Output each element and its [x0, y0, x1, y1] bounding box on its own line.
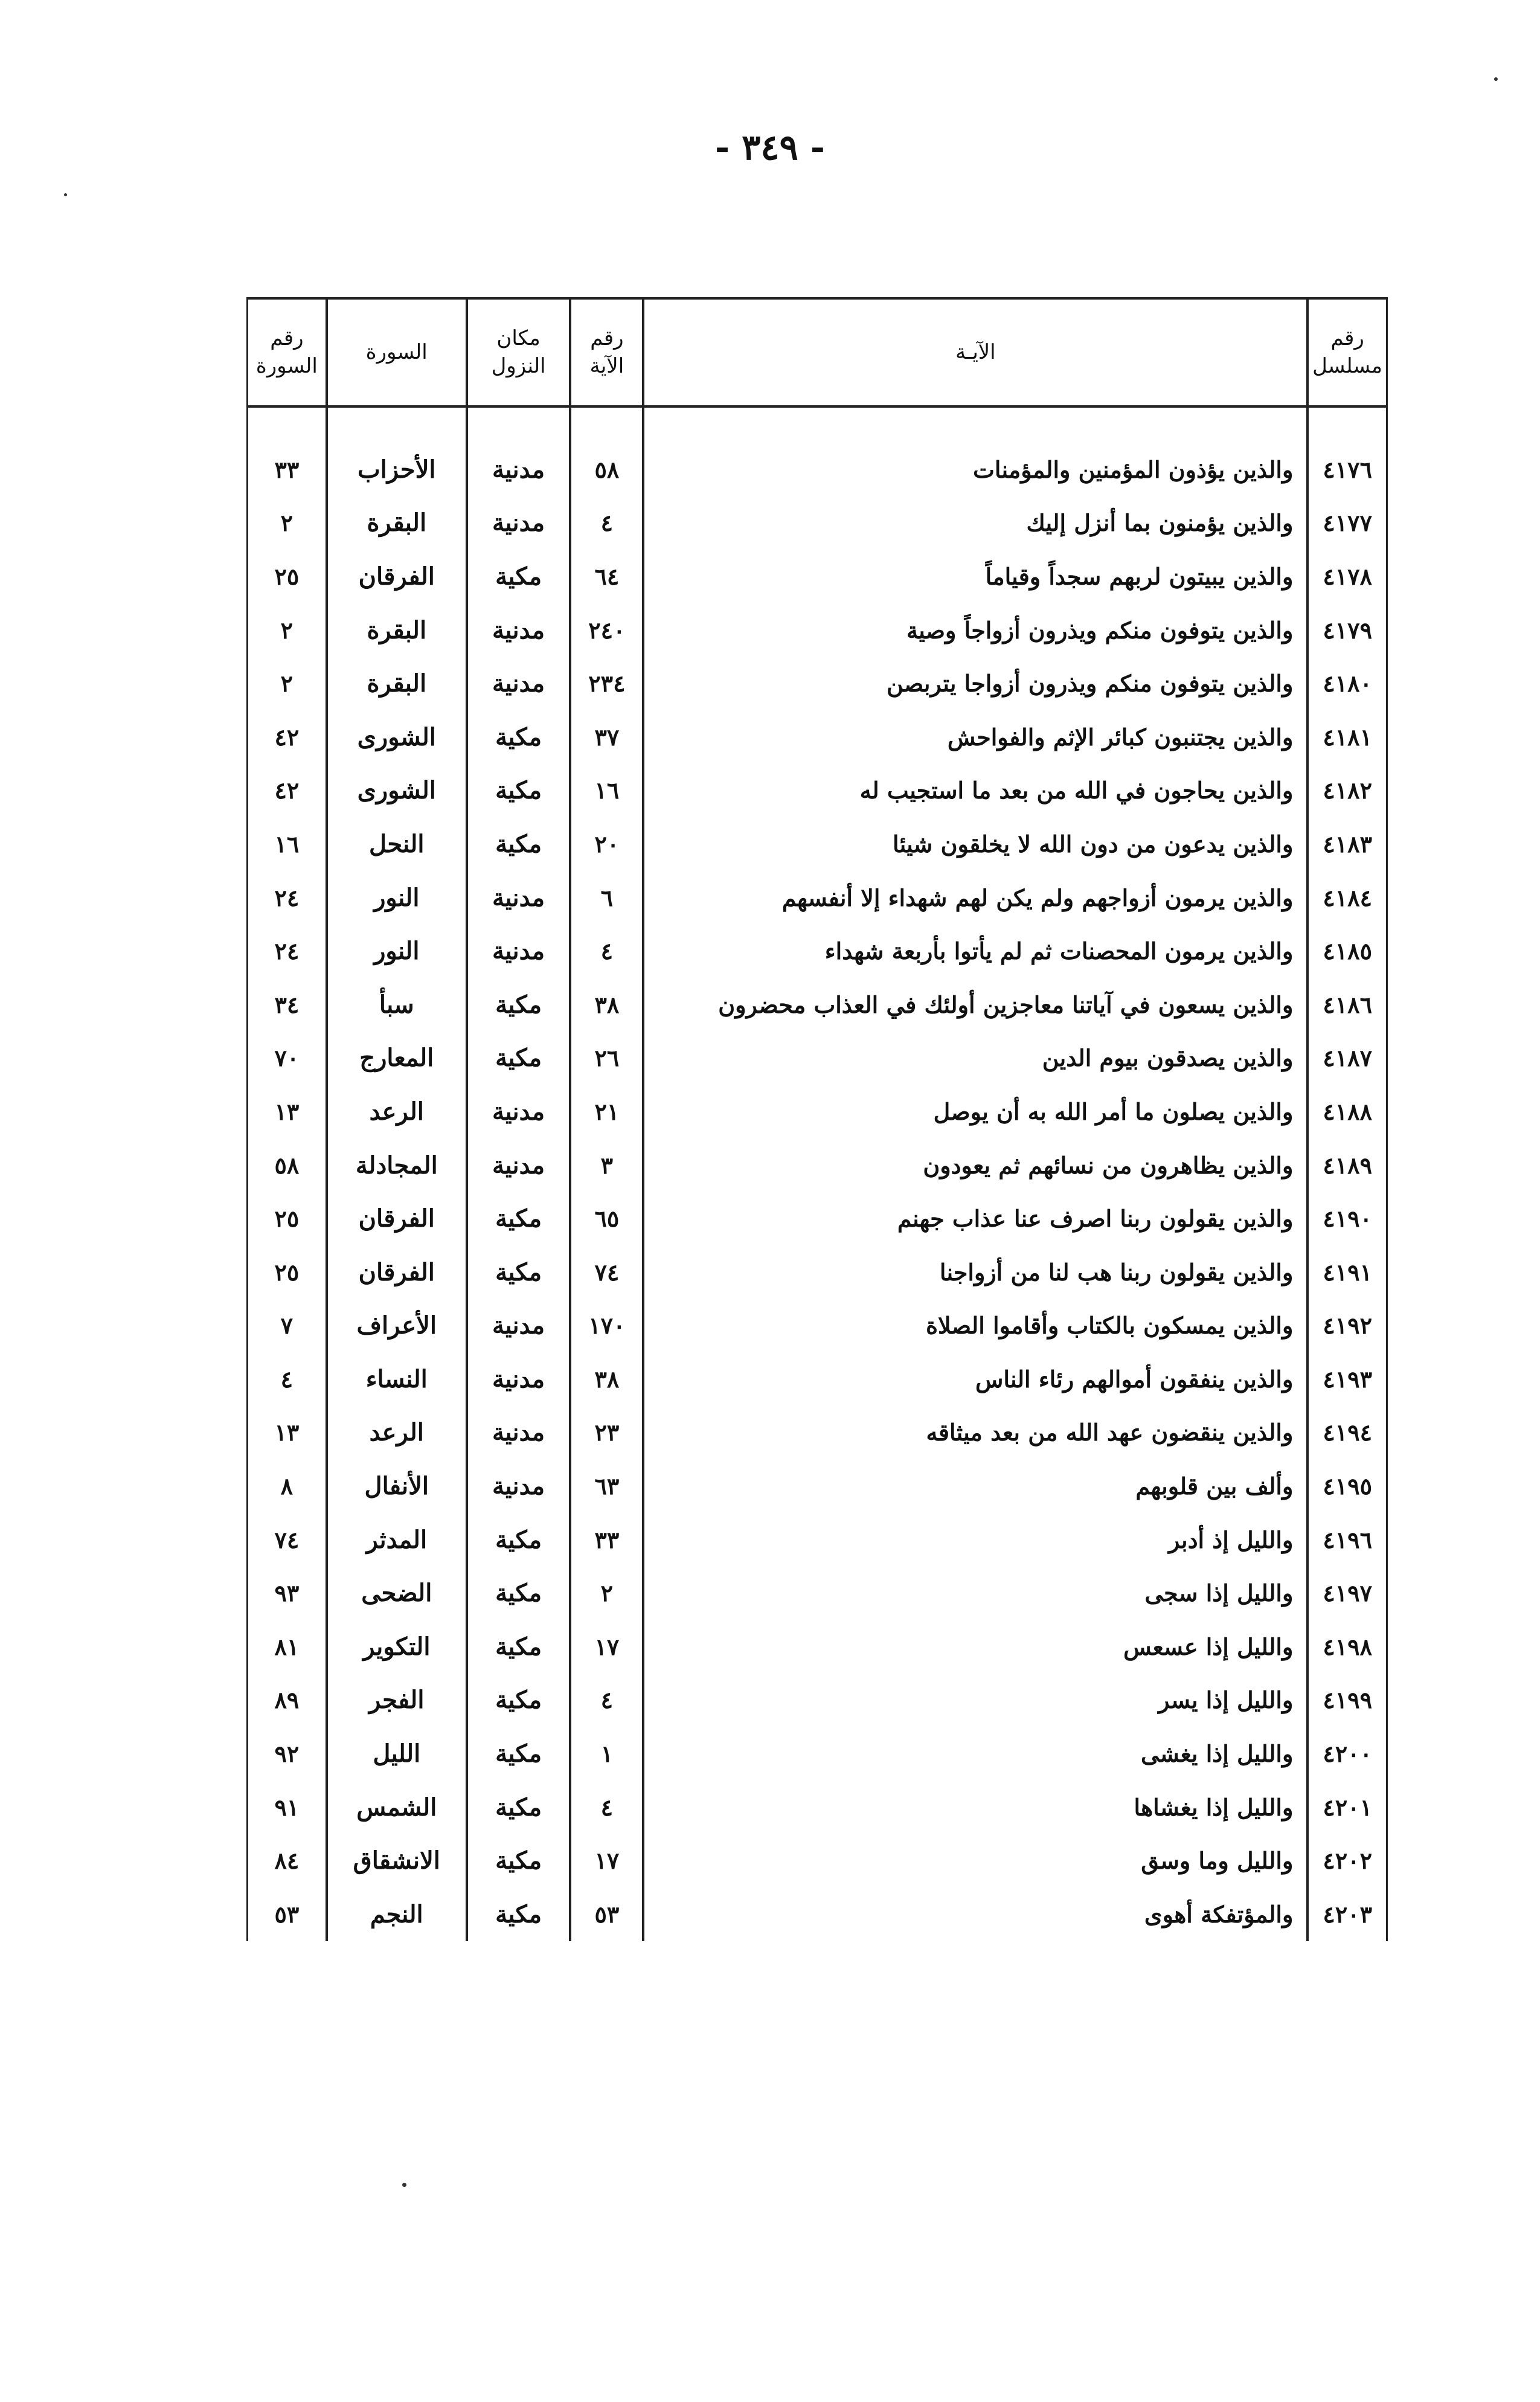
header-serial: رقم مسلسل — [1307, 298, 1387, 406]
row-serial: ٤١٨٤ — [1307, 871, 1387, 925]
row-surah-number: ٣٣ — [248, 406, 327, 496]
row-place: مكية — [467, 1566, 571, 1620]
row-ayah-number: ٧٤ — [570, 1245, 643, 1299]
row-surah-number: ٨ — [248, 1459, 327, 1513]
row-surah: الليل — [327, 1727, 467, 1781]
row-serial: ٤١٩٢ — [1307, 1299, 1387, 1353]
row-ayah-number: ١٧٠ — [570, 1299, 643, 1353]
row-surah: الرعد — [327, 1406, 467, 1460]
row-place: مكية — [467, 1674, 571, 1727]
row-ayah: والذين يصلون ما أمر الله به أن يوصل — [643, 1085, 1307, 1138]
row-ayah: والذين يحاجون في الله من بعد ما استجيب له — [643, 764, 1307, 818]
row-serial: ٤١٨٦ — [1307, 978, 1387, 1032]
row-serial: ٤١٨٧ — [1307, 1032, 1387, 1085]
row-place: مدنية — [467, 496, 571, 550]
row-ayah-number: ٤ — [570, 1674, 643, 1727]
table-row — [248, 603, 1387, 657]
row-ayah: والذين يظاهرون من نسائهم ثم يعودون — [643, 1138, 1307, 1192]
row-serial: ٤٢٠٠ — [1307, 1727, 1387, 1781]
row-ayah-number: ٣٣ — [570, 1513, 643, 1567]
row-surah: الشورى — [327, 764, 467, 818]
row-ayah-number: ٥٨ — [570, 406, 643, 496]
row-surah: البقرة — [327, 603, 467, 657]
row-surah-number: ٧ — [248, 1299, 327, 1353]
row-surah-number: ٢٥ — [248, 1245, 327, 1299]
row-serial: ٤١٩٦ — [1307, 1513, 1387, 1567]
row-ayah-number: ١ — [570, 1727, 643, 1781]
row-ayah: والذين يجتنبون كبائر الإثم والفواحش — [643, 710, 1307, 764]
row-surah: النور — [327, 924, 467, 978]
row-place: مكية — [467, 1032, 571, 1085]
row-surah-number: ٧٤ — [248, 1513, 327, 1567]
table-row — [248, 1887, 1387, 1941]
row-surah-number: ١٣ — [248, 1085, 327, 1138]
row-serial: ٤١٨٥ — [1307, 924, 1387, 978]
header-place: مكان النزول — [467, 298, 571, 406]
row-surah-number: ٨٩ — [248, 1674, 327, 1727]
row-serial: ٤١٧٩ — [1307, 603, 1387, 657]
row-serial: ٤٢٠٣ — [1307, 1887, 1387, 1941]
row-serial: ٤١٩٤ — [1307, 1406, 1387, 1460]
row-ayah-number: ٤ — [570, 496, 643, 550]
row-place: مدنية — [467, 657, 571, 710]
row-serial: ٤١٨٩ — [1307, 1138, 1387, 1192]
row-ayah: والليل إذ أدبر — [643, 1513, 1307, 1567]
row-serial: ٤٢٠١ — [1307, 1781, 1387, 1834]
row-surah: المجادلة — [327, 1138, 467, 1192]
table-row — [248, 550, 1387, 603]
row-ayah: والذين يؤذون المؤمنين والمؤمنات — [643, 406, 1307, 496]
row-surah-number: ٤٢ — [248, 764, 327, 818]
row-ayah-number: ٢٦ — [570, 1032, 643, 1085]
table-row — [248, 817, 1387, 871]
row-serial: ٤١٩١ — [1307, 1245, 1387, 1299]
row-surah-number: ٤ — [248, 1352, 327, 1406]
verse-index-table — [246, 297, 1388, 1941]
row-place: مدنية — [467, 406, 571, 496]
row-serial: ٤١٩٥ — [1307, 1459, 1387, 1513]
row-serial: ٤١٨٣ — [1307, 817, 1387, 871]
row-ayah: والذين يصدقون بيوم الدين — [643, 1032, 1307, 1085]
row-surah: البقرة — [327, 496, 467, 550]
row-ayah: والذين يتوفون منكم ويذرون أزواجاً وصية — [643, 603, 1307, 657]
row-place: مكية — [467, 817, 571, 871]
row-ayah: والذين يقولون ربنا اصرف عنا عذاب جهنم — [643, 1192, 1307, 1245]
row-surah-number: ٢٤ — [248, 871, 327, 925]
row-surah-number: ٨٤ — [248, 1834, 327, 1887]
row-ayah: والذين يقولون ربنا هب لنا من أزواجنا — [643, 1245, 1307, 1299]
row-surah-number: ١٣ — [248, 1406, 327, 1460]
table-row — [248, 1032, 1387, 1085]
row-serial: ٤١٩٨ — [1307, 1620, 1387, 1674]
table-row — [248, 496, 1387, 550]
table-row — [248, 1781, 1387, 1834]
row-ayah-number: ١٦ — [570, 764, 643, 818]
row-surah-number: ٤٢ — [248, 710, 327, 764]
row-serial: ٤١٨٠ — [1307, 657, 1387, 710]
row-serial: ٤٢٠٢ — [1307, 1834, 1387, 1887]
row-ayah: وألف بين قلوبهم — [643, 1459, 1307, 1513]
row-surah-number: ٢ — [248, 657, 327, 710]
table-row — [248, 1245, 1387, 1299]
row-serial: ٤١٧٨ — [1307, 550, 1387, 603]
row-ayah-number: ٦ — [570, 871, 643, 925]
table-header-row — [248, 298, 1387, 406]
row-surah: النحل — [327, 817, 467, 871]
table-row — [248, 1566, 1387, 1620]
row-ayah: والذين ينفقون أموالهم رئاء الناس — [643, 1352, 1307, 1406]
table-row — [248, 764, 1387, 818]
row-ayah-number: ٣٨ — [570, 1352, 643, 1406]
row-surah: الرعد — [327, 1085, 467, 1138]
row-ayah-number: ٢ — [570, 1566, 643, 1620]
row-surah-number: ٥٨ — [248, 1138, 327, 1192]
row-surah: الفرقان — [327, 1245, 467, 1299]
row-surah-number: ٢ — [248, 496, 327, 550]
row-ayah: والليل إذا سجى — [643, 1566, 1307, 1620]
row-place: مدنية — [467, 1459, 571, 1513]
row-place: مدنية — [467, 1138, 571, 1192]
row-surah: البقرة — [327, 657, 467, 710]
row-ayah: والليل إذا يغشى — [643, 1727, 1307, 1781]
row-place: مكية — [467, 1834, 571, 1887]
row-place: مدنية — [467, 871, 571, 925]
speck-mark — [402, 2183, 406, 2187]
row-ayah-number: ٦٣ — [570, 1459, 643, 1513]
row-surah: الفرقان — [327, 550, 467, 603]
row-surah: الضحى — [327, 1566, 467, 1620]
row-place: مدنية — [467, 1085, 571, 1138]
row-ayah: والذين يرمون المحصنات ثم لم يأتوا بأربعة شهداء — [643, 924, 1307, 978]
row-surah-number: ٩٢ — [248, 1727, 327, 1781]
row-ayah: والليل وما وسق — [643, 1834, 1307, 1887]
row-ayah: والليل إذا عسعس — [643, 1620, 1307, 1674]
row-ayah-number: ٢٠ — [570, 817, 643, 871]
row-surah-number: ١٦ — [248, 817, 327, 871]
row-surah: النور — [327, 871, 467, 925]
header-surah-number: رقم السورة — [248, 298, 327, 406]
row-serial: ٤١٩٧ — [1307, 1566, 1387, 1620]
row-ayah-number: ٢١ — [570, 1085, 643, 1138]
row-surah-number: ٩١ — [248, 1781, 327, 1834]
row-surah: سبأ — [327, 978, 467, 1032]
row-serial: ٤١٧٦ — [1307, 406, 1387, 496]
table-row — [248, 1674, 1387, 1727]
row-place: مدنية — [467, 924, 571, 978]
row-surah-number: ٢ — [248, 603, 327, 657]
row-serial: ٤١٩٣ — [1307, 1352, 1387, 1406]
row-ayah: والمؤتفكة أهوى — [643, 1887, 1307, 1941]
row-ayah: والذين ينقضون عهد الله من بعد ميثاقه — [643, 1406, 1307, 1460]
row-place: مكية — [467, 710, 571, 764]
table-row — [248, 1406, 1387, 1460]
table-row — [248, 1138, 1387, 1192]
row-ayah: والذين يمسكون بالكتاب وأقاموا الصلاة — [643, 1299, 1307, 1353]
table-row — [248, 406, 1387, 496]
row-ayah: والذين يتوفون منكم ويذرون أزواجا يتربصن — [643, 657, 1307, 710]
row-serial: ٤١٨١ — [1307, 710, 1387, 764]
table-row — [248, 1834, 1387, 1887]
row-ayah: والليل إذا يسر — [643, 1674, 1307, 1727]
row-serial: ٤١٩٩ — [1307, 1674, 1387, 1727]
page-number: - ٣٤٩ - — [715, 127, 825, 168]
table-row — [248, 1085, 1387, 1138]
row-ayah-number: ٦٤ — [570, 550, 643, 603]
row-surah-number: ٩٣ — [248, 1566, 327, 1620]
table-body — [248, 406, 1387, 1941]
row-place: مكية — [467, 978, 571, 1032]
row-place: مدنية — [467, 1406, 571, 1460]
table-row — [248, 1513, 1387, 1567]
row-surah-number: ٣٤ — [248, 978, 327, 1032]
row-ayah-number: ٣٧ — [570, 710, 643, 764]
table-row — [248, 710, 1387, 764]
row-place: مكية — [467, 764, 571, 818]
row-surah-number: ٨١ — [248, 1620, 327, 1674]
header-ayah-number: رقم الآية — [570, 298, 643, 406]
row-place: مكية — [467, 1192, 571, 1245]
table-row — [248, 924, 1387, 978]
row-ayah-number: ٣ — [570, 1138, 643, 1192]
row-place: مدنية — [467, 1352, 571, 1406]
row-surah: الشورى — [327, 710, 467, 764]
table-row — [248, 871, 1387, 925]
table-row — [248, 978, 1387, 1032]
row-ayah: والذين يرمون أزواجهم ولم يكن لهم شهداء إلا أنفسهم — [643, 871, 1307, 925]
row-surah: المعارج — [327, 1032, 467, 1085]
table-row — [248, 1620, 1387, 1674]
row-serial: ٤١٨٢ — [1307, 764, 1387, 818]
row-surah: الفرقان — [327, 1192, 467, 1245]
row-place: مكية — [467, 1620, 571, 1674]
row-ayah-number: ٤ — [570, 1781, 643, 1834]
row-place: مدنية — [467, 1299, 571, 1353]
row-surah: النجم — [327, 1887, 467, 1941]
speck-mark — [1494, 77, 1498, 81]
row-place: مكية — [467, 1513, 571, 1567]
row-ayah: والليل إذا يغشاها — [643, 1781, 1307, 1834]
table-row — [248, 657, 1387, 710]
row-surah-number: ٢٤ — [248, 924, 327, 978]
row-ayah-number: ٣٨ — [570, 978, 643, 1032]
header-ayah: الآيـة — [643, 298, 1307, 406]
row-place: مكية — [467, 550, 571, 603]
table-row — [248, 1459, 1387, 1513]
row-ayah-number: ٢٣ — [570, 1406, 643, 1460]
row-place: مكية — [467, 1727, 571, 1781]
row-surah-number: ٥٣ — [248, 1887, 327, 1941]
row-surah-number: ٢٥ — [248, 1192, 327, 1245]
row-ayah-number: ٥٣ — [570, 1887, 643, 1941]
row-surah: الأحزاب — [327, 406, 467, 496]
table-row — [248, 1727, 1387, 1781]
row-surah: الانشقاق — [327, 1834, 467, 1887]
row-ayah-number: ٢٤٠ — [570, 603, 643, 657]
row-place: مكية — [467, 1887, 571, 1941]
row-ayah-number: ١٧ — [570, 1620, 643, 1674]
row-serial: ٤١٧٧ — [1307, 496, 1387, 550]
row-surah: التكوير — [327, 1620, 467, 1674]
speck-mark — [64, 193, 67, 196]
table-row — [248, 1192, 1387, 1245]
row-surah: الأعراف — [327, 1299, 467, 1353]
table-row — [248, 1299, 1387, 1353]
row-ayah: والذين يدعون من دون الله لا يخلقون شيئا — [643, 817, 1307, 871]
row-ayah: والذين يسعون في آياتنا معاجزين أولئك في العذاب محضرون — [643, 978, 1307, 1032]
table-row — [248, 1352, 1387, 1406]
row-serial: ٤١٩٠ — [1307, 1192, 1387, 1245]
row-serial: ٤١٨٨ — [1307, 1085, 1387, 1138]
row-ayah-number: ١٧ — [570, 1834, 643, 1887]
row-surah: الفجر — [327, 1674, 467, 1727]
row-place: مكية — [467, 1245, 571, 1299]
row-surah: الشمس — [327, 1781, 467, 1834]
header-surah: السورة — [327, 298, 467, 406]
row-surah: المدثر — [327, 1513, 467, 1567]
row-place: مكية — [467, 1781, 571, 1834]
row-surah-number: ٧٠ — [248, 1032, 327, 1085]
row-place: مدنية — [467, 603, 571, 657]
row-ayah-number: ٤ — [570, 924, 643, 978]
row-surah: الأنفال — [327, 1459, 467, 1513]
row-surah: النساء — [327, 1352, 467, 1406]
row-ayah: والذين يؤمنون بما أنزل إليك — [643, 496, 1307, 550]
row-surah-number: ٢٥ — [248, 550, 327, 603]
row-ayah-number: ٢٣٤ — [570, 657, 643, 710]
row-ayah-number: ٦٥ — [570, 1192, 643, 1245]
row-ayah: والذين يبيتون لربهم سجداً وقياماً — [643, 550, 1307, 603]
